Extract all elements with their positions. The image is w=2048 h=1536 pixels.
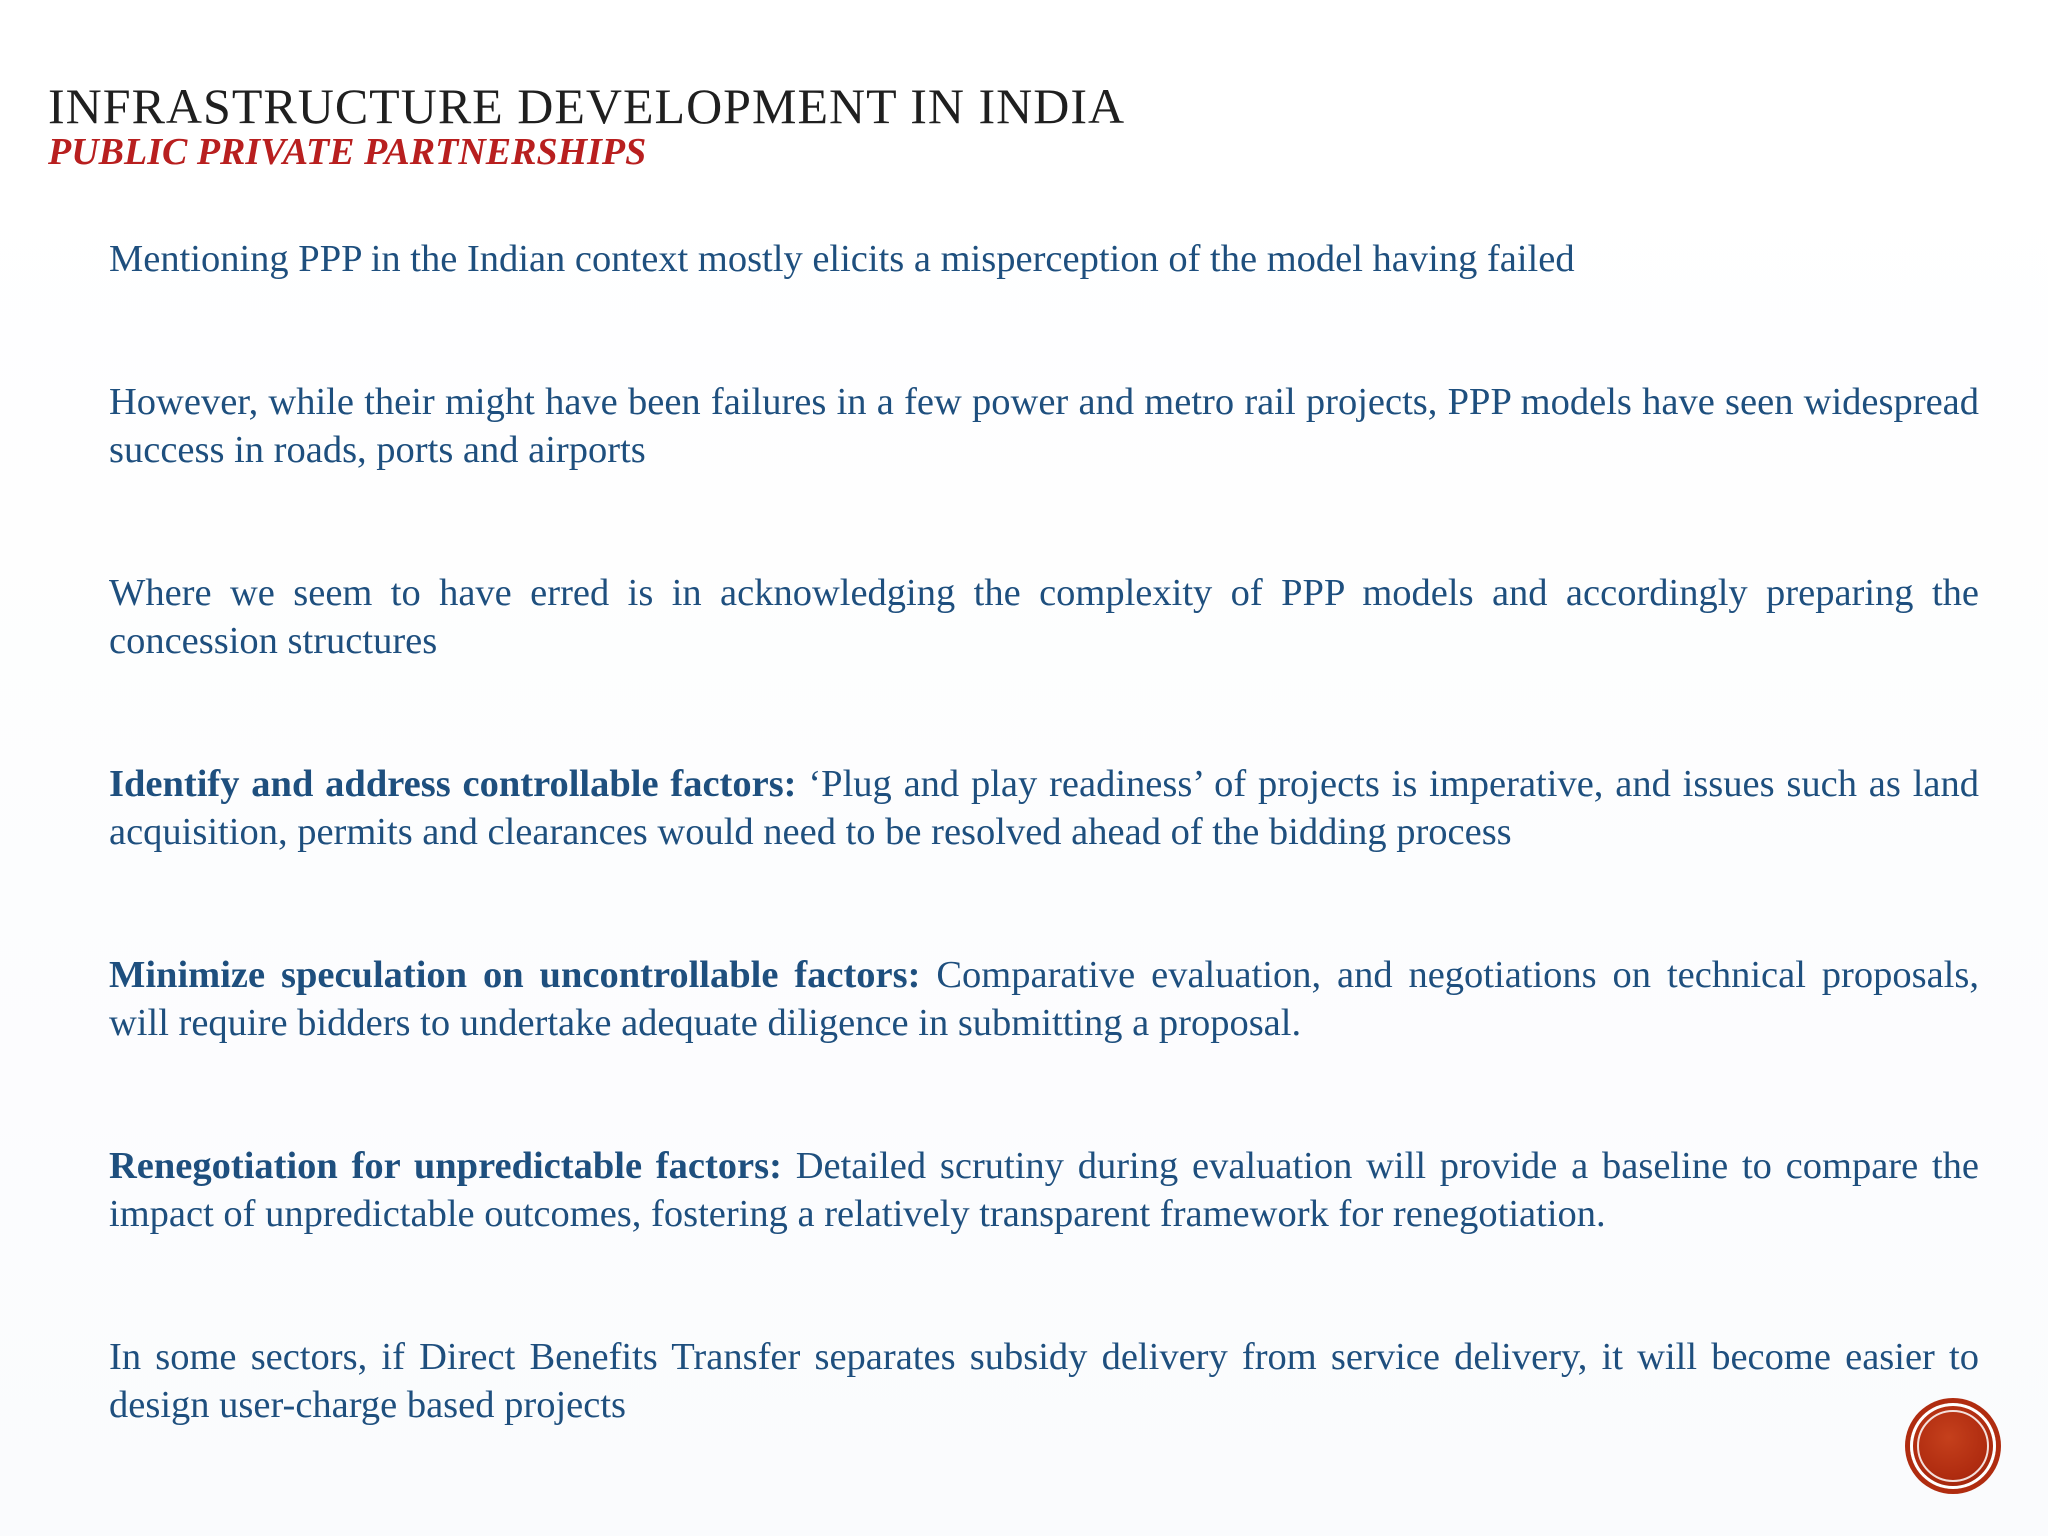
paragraph-where-erred: [109, 569, 1979, 665]
paragraph-ppp-success: [109, 378, 1979, 474]
paragraph-text: However, while their might have been failures in a few power and metro rail projects, PPP models have seen widespread success in roads, ports and airports: [109, 381, 1979, 471]
paragraph-text: Detailed scrutiny during evaluation will provide a baseline to compare the impact of unpredictable outcomes, fostering a relatively transparent framework for renegotiation.: [109, 1145, 1979, 1235]
paragraph-direct-benefits-transfer: [109, 1333, 1979, 1429]
paragraph-text: Mentioning PPP in the Indian context mostly elicits a misperception of the model having failed: [109, 238, 1575, 280]
badge-ring: [1917, 1410, 1989, 1482]
red-circle-badge-icon: [1910, 1403, 1996, 1489]
paragraph-lead: Renegotiation for unpredictable factors:: [109, 1145, 782, 1187]
paragraph-text: ‘Plug and play readiness’ of projects is imperative, and issues such as land acquisition, permits and clearances would need to be resolved ahead of the bidding process: [109, 763, 1979, 853]
slide-body: [109, 235, 1979, 1429]
paragraph-uncontrollable-factors: [109, 951, 1979, 1047]
slide-subtitle: PUBLIC PRIVATE PARTNERSHIPS: [48, 131, 647, 173]
paragraph-text: In some sectors, if Direct Benefits Transfer separates subsidy delivery from service delivery, it will become easier to design user-charge based projects: [109, 1336, 1979, 1426]
paragraph-lead: Minimize speculation on uncontrollable factors:: [109, 954, 921, 996]
paragraph-lead: Identify and address controllable factors:: [109, 763, 797, 805]
paragraph-text: Where we seem to have erred is in acknowledging the complexity of PPP models and accordingly preparing the concession structures: [109, 572, 1979, 662]
paragraph-controllable-factors: [109, 760, 1979, 856]
paragraph-text: Comparative evaluation, and negotiations on technical proposals, will require bidders to undertake adequate diligence in submitting a proposal.: [109, 954, 1979, 1044]
slide-title: INFRASTRUCTURE DEVELOPMENT IN INDIA: [48, 78, 1126, 134]
paragraph-ppp-misperception: [109, 235, 1979, 283]
paragraph-unpredictable-factors: [109, 1142, 1979, 1238]
